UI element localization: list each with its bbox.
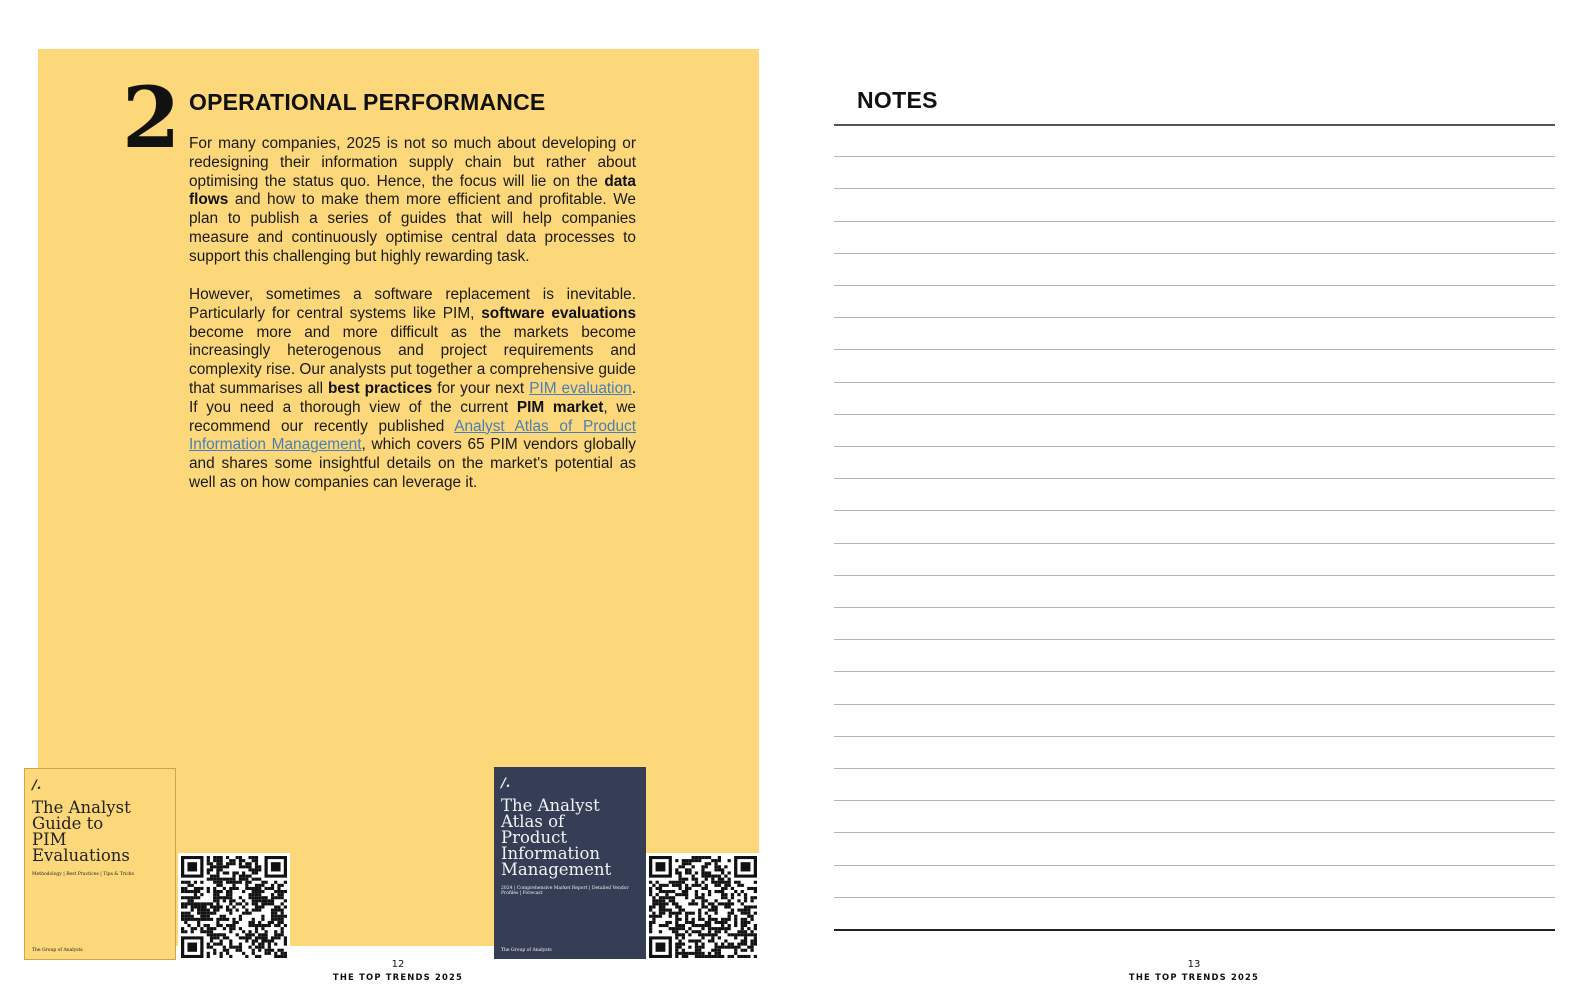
text-run: However, sometimes a software replacement is inevitable. Particularly for central systems like PIM, bbox=[189, 286, 636, 322]
text-run: For many companies, 2025 is not so much about developing or redesigning their information supply chain but rather about optimising the status quo. Hence, the focus will lie on the bbox=[189, 135, 636, 190]
notes-line[interactable] bbox=[834, 897, 1555, 898]
notes-line[interactable] bbox=[834, 253, 1555, 254]
analyst-logo: /. bbox=[501, 776, 511, 791]
notes-line[interactable] bbox=[834, 446, 1555, 447]
bold-phrase: data flows bbox=[189, 172, 636, 209]
text-run: . If you need a thorough view of the current bbox=[189, 379, 636, 416]
bold-phrase: best practices bbox=[328, 379, 433, 397]
section-title: OPERATIONAL PERFORMANCE bbox=[189, 89, 546, 115]
cover-title-line: PIM Evaluations bbox=[32, 830, 130, 865]
notes-line[interactable] bbox=[834, 188, 1555, 189]
cover-title-line: Product bbox=[501, 828, 567, 847]
guide-cover-title bbox=[32, 800, 168, 864]
text-run: , we recommend our recently published bbox=[189, 398, 636, 435]
notes-line[interactable] bbox=[834, 543, 1555, 544]
notes-line[interactable] bbox=[834, 575, 1555, 576]
bold-phrase: PIM market bbox=[516, 398, 604, 416]
paragraph-data-flows bbox=[189, 135, 636, 267]
notes-line[interactable] bbox=[834, 671, 1555, 672]
page-number: 12 bbox=[391, 959, 405, 970]
guide-cover-subtitle: Methodology | Best Practices | Tips & Tricks bbox=[32, 872, 134, 877]
atlas-cover-subtitle: 2024 | Comprehensive Market Report | Detailed Vendor Profiles | Forecast bbox=[501, 886, 629, 897]
notes-line[interactable] bbox=[834, 607, 1555, 608]
paragraph-software-evaluations bbox=[189, 286, 636, 493]
cover-title-line: Management bbox=[501, 860, 612, 879]
notes-line[interactable] bbox=[834, 414, 1555, 415]
notes-line[interactable] bbox=[834, 349, 1555, 350]
analyst-logo: /. bbox=[32, 778, 42, 793]
notes-line[interactable] bbox=[834, 800, 1555, 801]
notes-line[interactable] bbox=[834, 639, 1555, 640]
text-run: and how to make them more efficient and profitable. We plan to publish a series of guides that will help companies measure and continuously optimise central data processes to support this challenging but highly rewarding task. bbox=[189, 191, 636, 265]
atlas-qr-code[interactable] bbox=[646, 853, 760, 961]
atlas-cover-publisher: The Group of Analysts bbox=[501, 948, 552, 953]
notes-lined-area bbox=[834, 124, 1555, 929]
notes-title: NOTES bbox=[857, 87, 938, 113]
cover-title-line: The Analyst bbox=[32, 798, 131, 817]
guide-cover-publisher: The Group of Analysts bbox=[32, 948, 83, 953]
notes-line[interactable] bbox=[834, 382, 1555, 383]
guide-cover-image[interactable] bbox=[24, 768, 176, 960]
inline-link[interactable]: Analyst Atlas of Product Information Management bbox=[189, 417, 636, 454]
cover-title-line: Guide to bbox=[32, 814, 104, 833]
notes-line[interactable] bbox=[834, 832, 1555, 833]
cover-title-line: Atlas of bbox=[501, 812, 565, 831]
notes-line[interactable] bbox=[834, 317, 1555, 318]
section-number: 2 bbox=[122, 68, 179, 167]
qr-code-graphic bbox=[649, 856, 757, 958]
guide-qr-code[interactable] bbox=[178, 853, 290, 961]
notes-line[interactable] bbox=[834, 510, 1555, 511]
notes-line[interactable] bbox=[834, 156, 1555, 157]
footer-left bbox=[298, 959, 498, 983]
qr-code-graphic bbox=[181, 856, 287, 958]
running-title: THE TOP TRENDS 2025 bbox=[332, 972, 464, 982]
notes-line[interactable] bbox=[834, 221, 1555, 222]
text-run: for your next bbox=[432, 379, 530, 397]
text-run: , which covers 65 PIM vendors globally and shares some insightful details on the market's potential as well as on how companies can leverage it. bbox=[189, 436, 636, 491]
inline-link[interactable]: PIM evaluation bbox=[529, 379, 632, 397]
notes-line[interactable] bbox=[834, 478, 1555, 479]
page-number: 13 bbox=[1187, 959, 1201, 970]
notes-line[interactable] bbox=[834, 768, 1555, 769]
footer-right bbox=[1094, 959, 1294, 983]
notes-line[interactable] bbox=[834, 865, 1555, 866]
bold-phrase: software evaluations bbox=[481, 304, 637, 322]
atlas-cover-title bbox=[501, 798, 639, 878]
notes-line[interactable] bbox=[834, 704, 1555, 705]
atlas-cover-image[interactable] bbox=[494, 767, 646, 959]
running-title: THE TOP TRENDS 2025 bbox=[1128, 972, 1260, 982]
notes-line[interactable] bbox=[834, 736, 1555, 737]
cover-title-line: Information bbox=[501, 844, 601, 863]
notes-bottom-rule[interactable] bbox=[834, 929, 1555, 931]
text-run: become more and more difficult as the markets become increasingly heterogenous and project requirements and complexity rise. Our analysts put together a comprehensive guide that summarises all bbox=[189, 323, 636, 397]
notes-line[interactable] bbox=[834, 285, 1555, 286]
notes-top-rule bbox=[834, 124, 1555, 126]
cover-title-line: The Analyst bbox=[501, 796, 600, 815]
